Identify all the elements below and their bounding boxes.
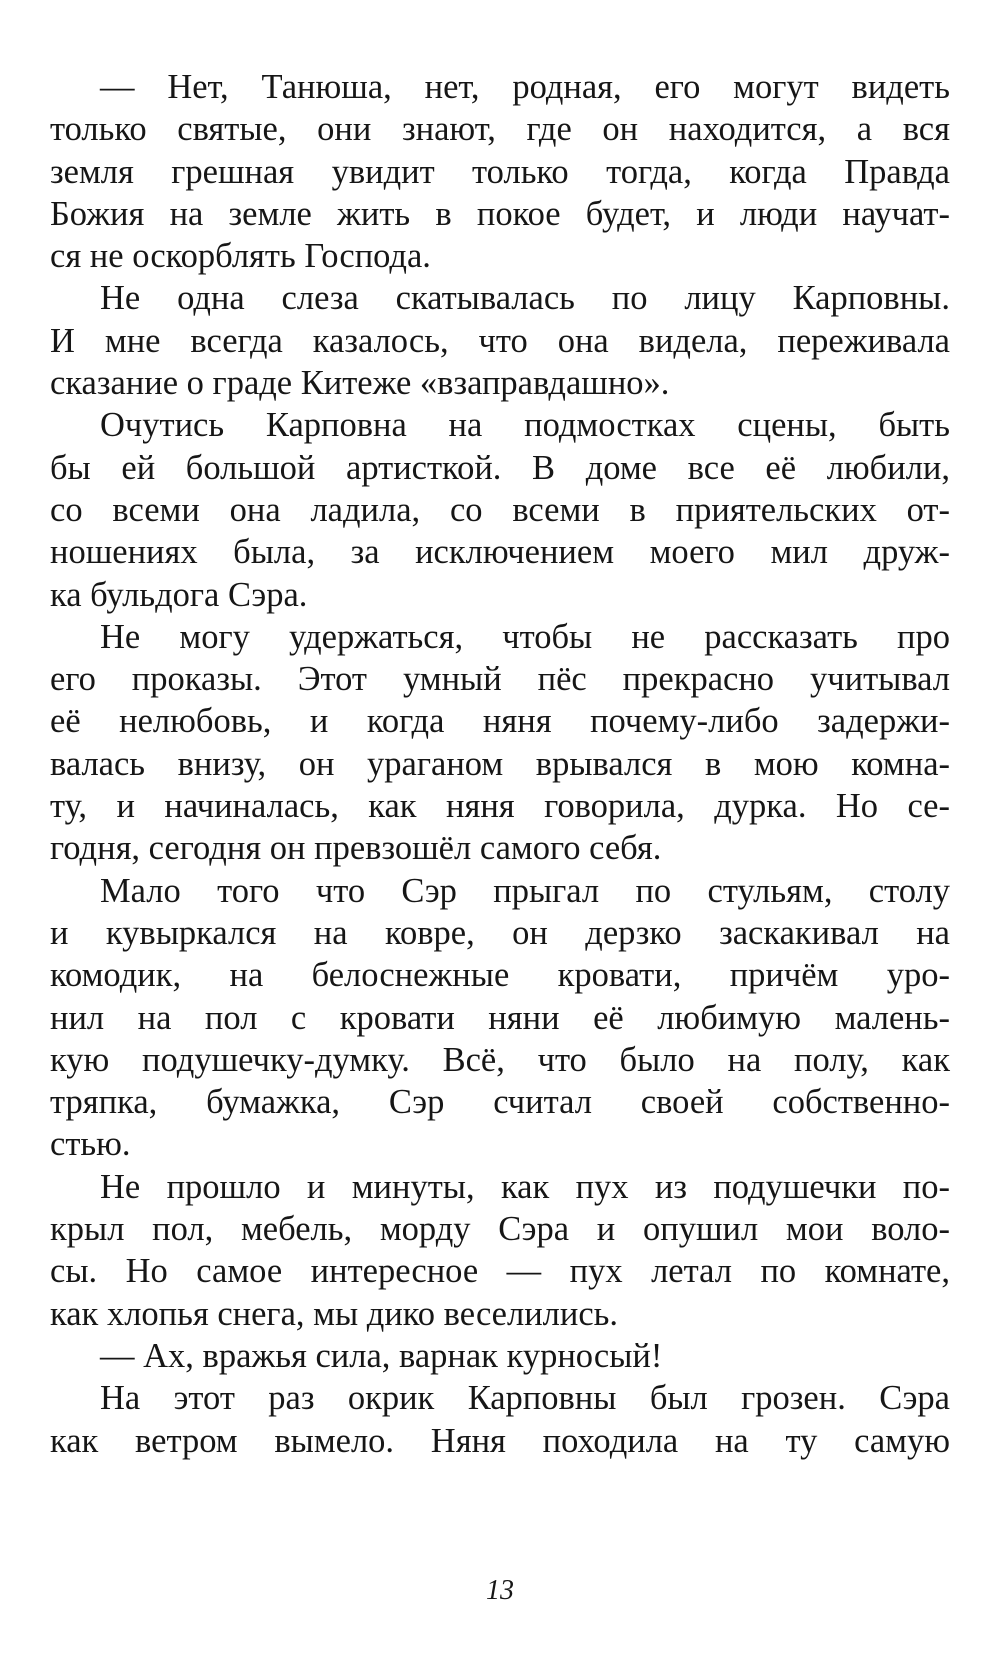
text-line: сы. Но самое интересное — пух летал по комнате, xyxy=(50,1252,950,1291)
text-line: крыл пол, мебель, морду Сэра и опушил мои воло- xyxy=(50,1210,950,1249)
text-line: Не прошло и минуты, как пух из подушечки по- xyxy=(100,1167,950,1206)
text-line: ка бульдога Сэра. xyxy=(50,575,308,614)
text-line: комодик, на белоснежные кровати, причём уро- xyxy=(50,956,950,995)
text-line: земля грешная увидит только тогда, когда Правда xyxy=(50,152,950,191)
text-line: и кувыркался на ковре, он дерзко заскакивал на xyxy=(50,913,950,952)
text-line: — Ах, вражья сила, варнак курносый! xyxy=(100,1336,663,1375)
page-number: 13 xyxy=(486,1575,514,1606)
text-line: со всеми она ладила, со всеми в приятельских от- xyxy=(50,490,950,529)
text-line: ношениях была, за исключением моего мил друж- xyxy=(50,533,950,572)
page-body-text xyxy=(50,66,950,1462)
text-line: ту, и начиналась, как няня говорила, дурка. Но се- xyxy=(50,787,950,826)
text-line: его проказы. Этот умный пёс прекрасно учитывал xyxy=(50,660,950,699)
text-line: Не одна слеза скатывалась по лицу Карповны. xyxy=(100,279,950,318)
text-line: валась внизу, он ураганом врывался в мою комна- xyxy=(50,744,950,783)
text-line: нил на пол с кровати няни её любимую малень- xyxy=(50,998,950,1037)
text-line: И мне всегда казалось, что она видела, переживала xyxy=(50,321,950,360)
text-line: как ветром вымело. Няня походила на ту самую xyxy=(50,1421,950,1460)
text-line: стью. xyxy=(50,1125,131,1164)
text-line: Очутись Карповна на подмостках сцены, быть xyxy=(100,406,950,445)
text-line: кую подушечку-думку. Всё, что было на полу, как xyxy=(50,1040,950,1079)
text-line: сказание о граде Китеже «взаправдашно». xyxy=(50,364,670,403)
text-line: тряпка, бумажка, Сэр считал своей собственно- xyxy=(50,1083,950,1122)
text-line: Мало того что Сэр прыгал по стульям, столу xyxy=(100,871,950,910)
text-line: Не могу удержаться, чтобы не рассказать про xyxy=(100,617,950,656)
text-line: её нелюбовь, и когда няня почему-либо задержи- xyxy=(50,702,950,741)
text-line: — Нет, Танюша, нет, родная, его могут видеть xyxy=(100,68,950,106)
text-line: как хлопья снега, мы дико веселились. xyxy=(50,1294,619,1333)
text-line: ся не оскорблять Господа. xyxy=(50,237,431,276)
text-line: бы ей большой артисткой. В доме все её любили, xyxy=(50,448,950,487)
text-line: На этот раз окрик Карповны был грозен. Сэра xyxy=(100,1379,950,1418)
text-line: годня, сегодня он превзошёл самого себя. xyxy=(50,829,662,868)
text-line: только святые, они знают, где он находится, а вся xyxy=(50,110,950,149)
text-line: Божия на земле жить в покое будет, и люди научат- xyxy=(50,194,950,233)
